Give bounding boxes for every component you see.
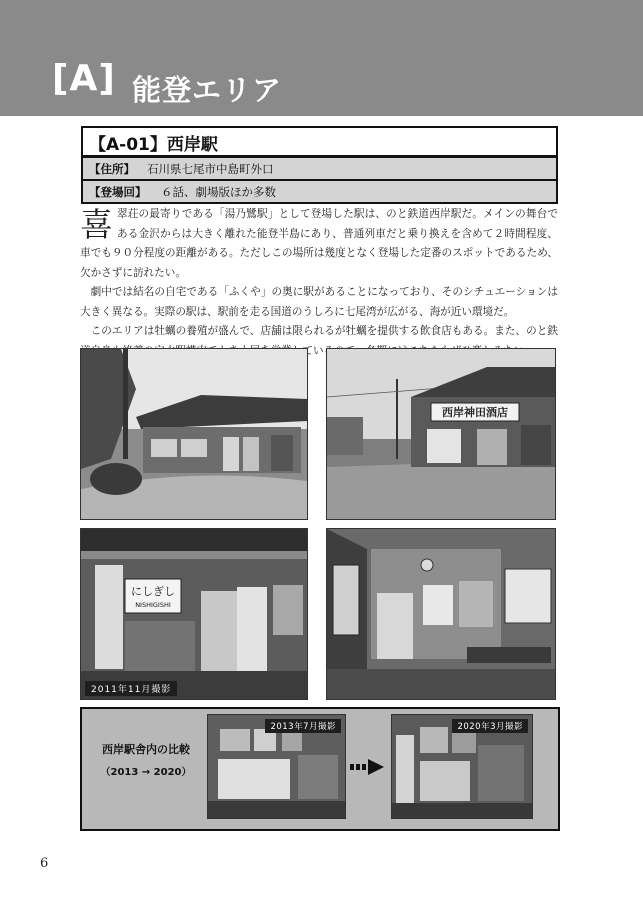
station-sign-roman: NISHIGISHI [135,601,171,609]
episodes-value: ６話、劇場版ほか多数 [161,185,276,199]
shop-sign-text: 西岸神田酒店 [442,406,508,419]
area-code: [A] [52,58,116,99]
photo-interior-2020 [391,714,533,819]
photo-station-shop [326,348,556,520]
photo-station-exterior [80,348,308,520]
episodes-row [81,179,558,204]
photo-date-2013: 2013年7月撮影 [265,719,341,733]
station-sign-kana: にしぎし [131,585,175,598]
address-label: 【住所】 [89,162,135,176]
station-title-box [81,126,558,157]
address-row [81,156,558,181]
address-value: 石川県七尾市中島町外口 [147,162,274,176]
station-title: 【A-01】西岸駅 [89,135,218,155]
article-body [80,205,558,361]
comparison-years: （2013 → 2020） [100,767,192,778]
section-header [0,0,643,116]
dropcap: 喜 [80,205,113,244]
waiting-room-illustration [327,529,555,699]
paragraph-2: 劇中では結名の自宅である「ふくや」の奥に駅があることになっており、そのシチュエーションは大きく異なる。実際の駅は、駅前を走る国道のうしろに七尾湾が広がる、海が近い環境だ。 [80,286,558,318]
paragraph-1-text: 翠荘の最寄りである「湯乃鷺駅」として登場した駅は、のと鉄道西岸駅だ。メインの舞台である金沢からは大きく離れた能登半島にあり、普通列車だと乗り換えを含めて２時間程度、車でも９０分程度の距離がある。ただしこの場所は幾度となく登場した定番のスポットであるため、欠かさずに訪れたい。 [80,208,558,279]
station-exterior-illustration [81,349,307,519]
photo-waiting-room [326,528,556,700]
paragraph-3: このエリアは牡蠣の養殖が盛んで、店舗は限られるが牡蠣を提供する飲食店もある。また、のと鉄 てい [90,325,558,357]
photo-date-2020: 2020年3月撮影 [452,719,528,733]
page-number: 6 [40,856,49,871]
photo-interior-2013 [207,714,346,819]
station-shop-illustration [327,349,555,519]
photo-station-entrance [80,528,308,700]
paragraph-1 [80,205,558,283]
photo-date-2011: 2011年11月撮影 [85,681,177,696]
comparison-title: 西岸駅舎内の比較 [102,743,190,756]
episodes-label: 【登場回】 [89,185,147,199]
station-entrance-illustration [81,529,307,699]
comparison-arrow-icon [350,759,384,775]
area-name: 能登エリア [132,73,283,107]
